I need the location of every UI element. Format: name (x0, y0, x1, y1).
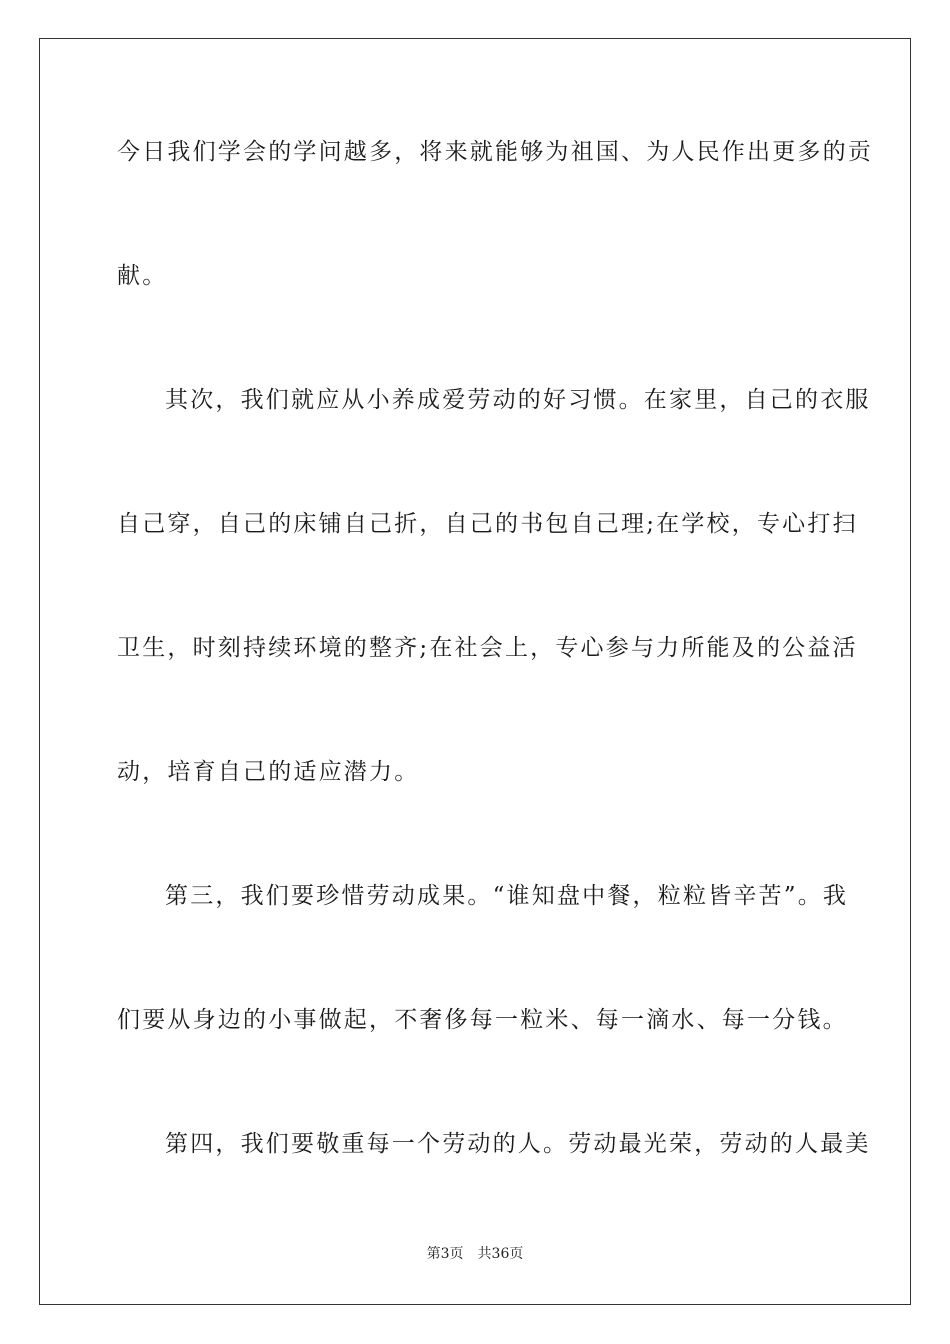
text-line-5: 卫生，时刻持续环境的整齐;在社会上，专心参与力所能及的公益活 (117, 635, 858, 661)
text-line-1: 今日我们学会的学问越多，将来就能够为祖国、为人民作出更多的贡 (117, 139, 873, 165)
page-total: 共36页 (477, 1246, 524, 1262)
text-line-4: 自己穿，自己的床铺自己折，自己的书包自己理;在学校，专心打扫 (117, 511, 858, 537)
text-line-8: 们要从身边的小事做起，不奢侈每一粒米、每一滴水、每一分钱。 (117, 1007, 848, 1033)
text-line-7: 第三，我们要珍惜劳动成果。“谁知盘中餐，粒粒皆辛苦”。我 (165, 883, 849, 909)
page-border (39, 38, 911, 1305)
page-footer (0, 1244, 950, 1264)
text-line-2: 献。 (117, 263, 168, 289)
page-number: 第3页 (426, 1246, 464, 1262)
text-line-9: 第四，我们要敬重每一个劳动的人。劳动最光荣，劳动的人最美 (165, 1131, 871, 1157)
text-line-3: 其次，我们就应从小养成爱劳动的好习惯。在家里，自己的衣服 (165, 387, 871, 413)
text-line-6: 动，培育自己的适应潜力。 (117, 759, 420, 785)
